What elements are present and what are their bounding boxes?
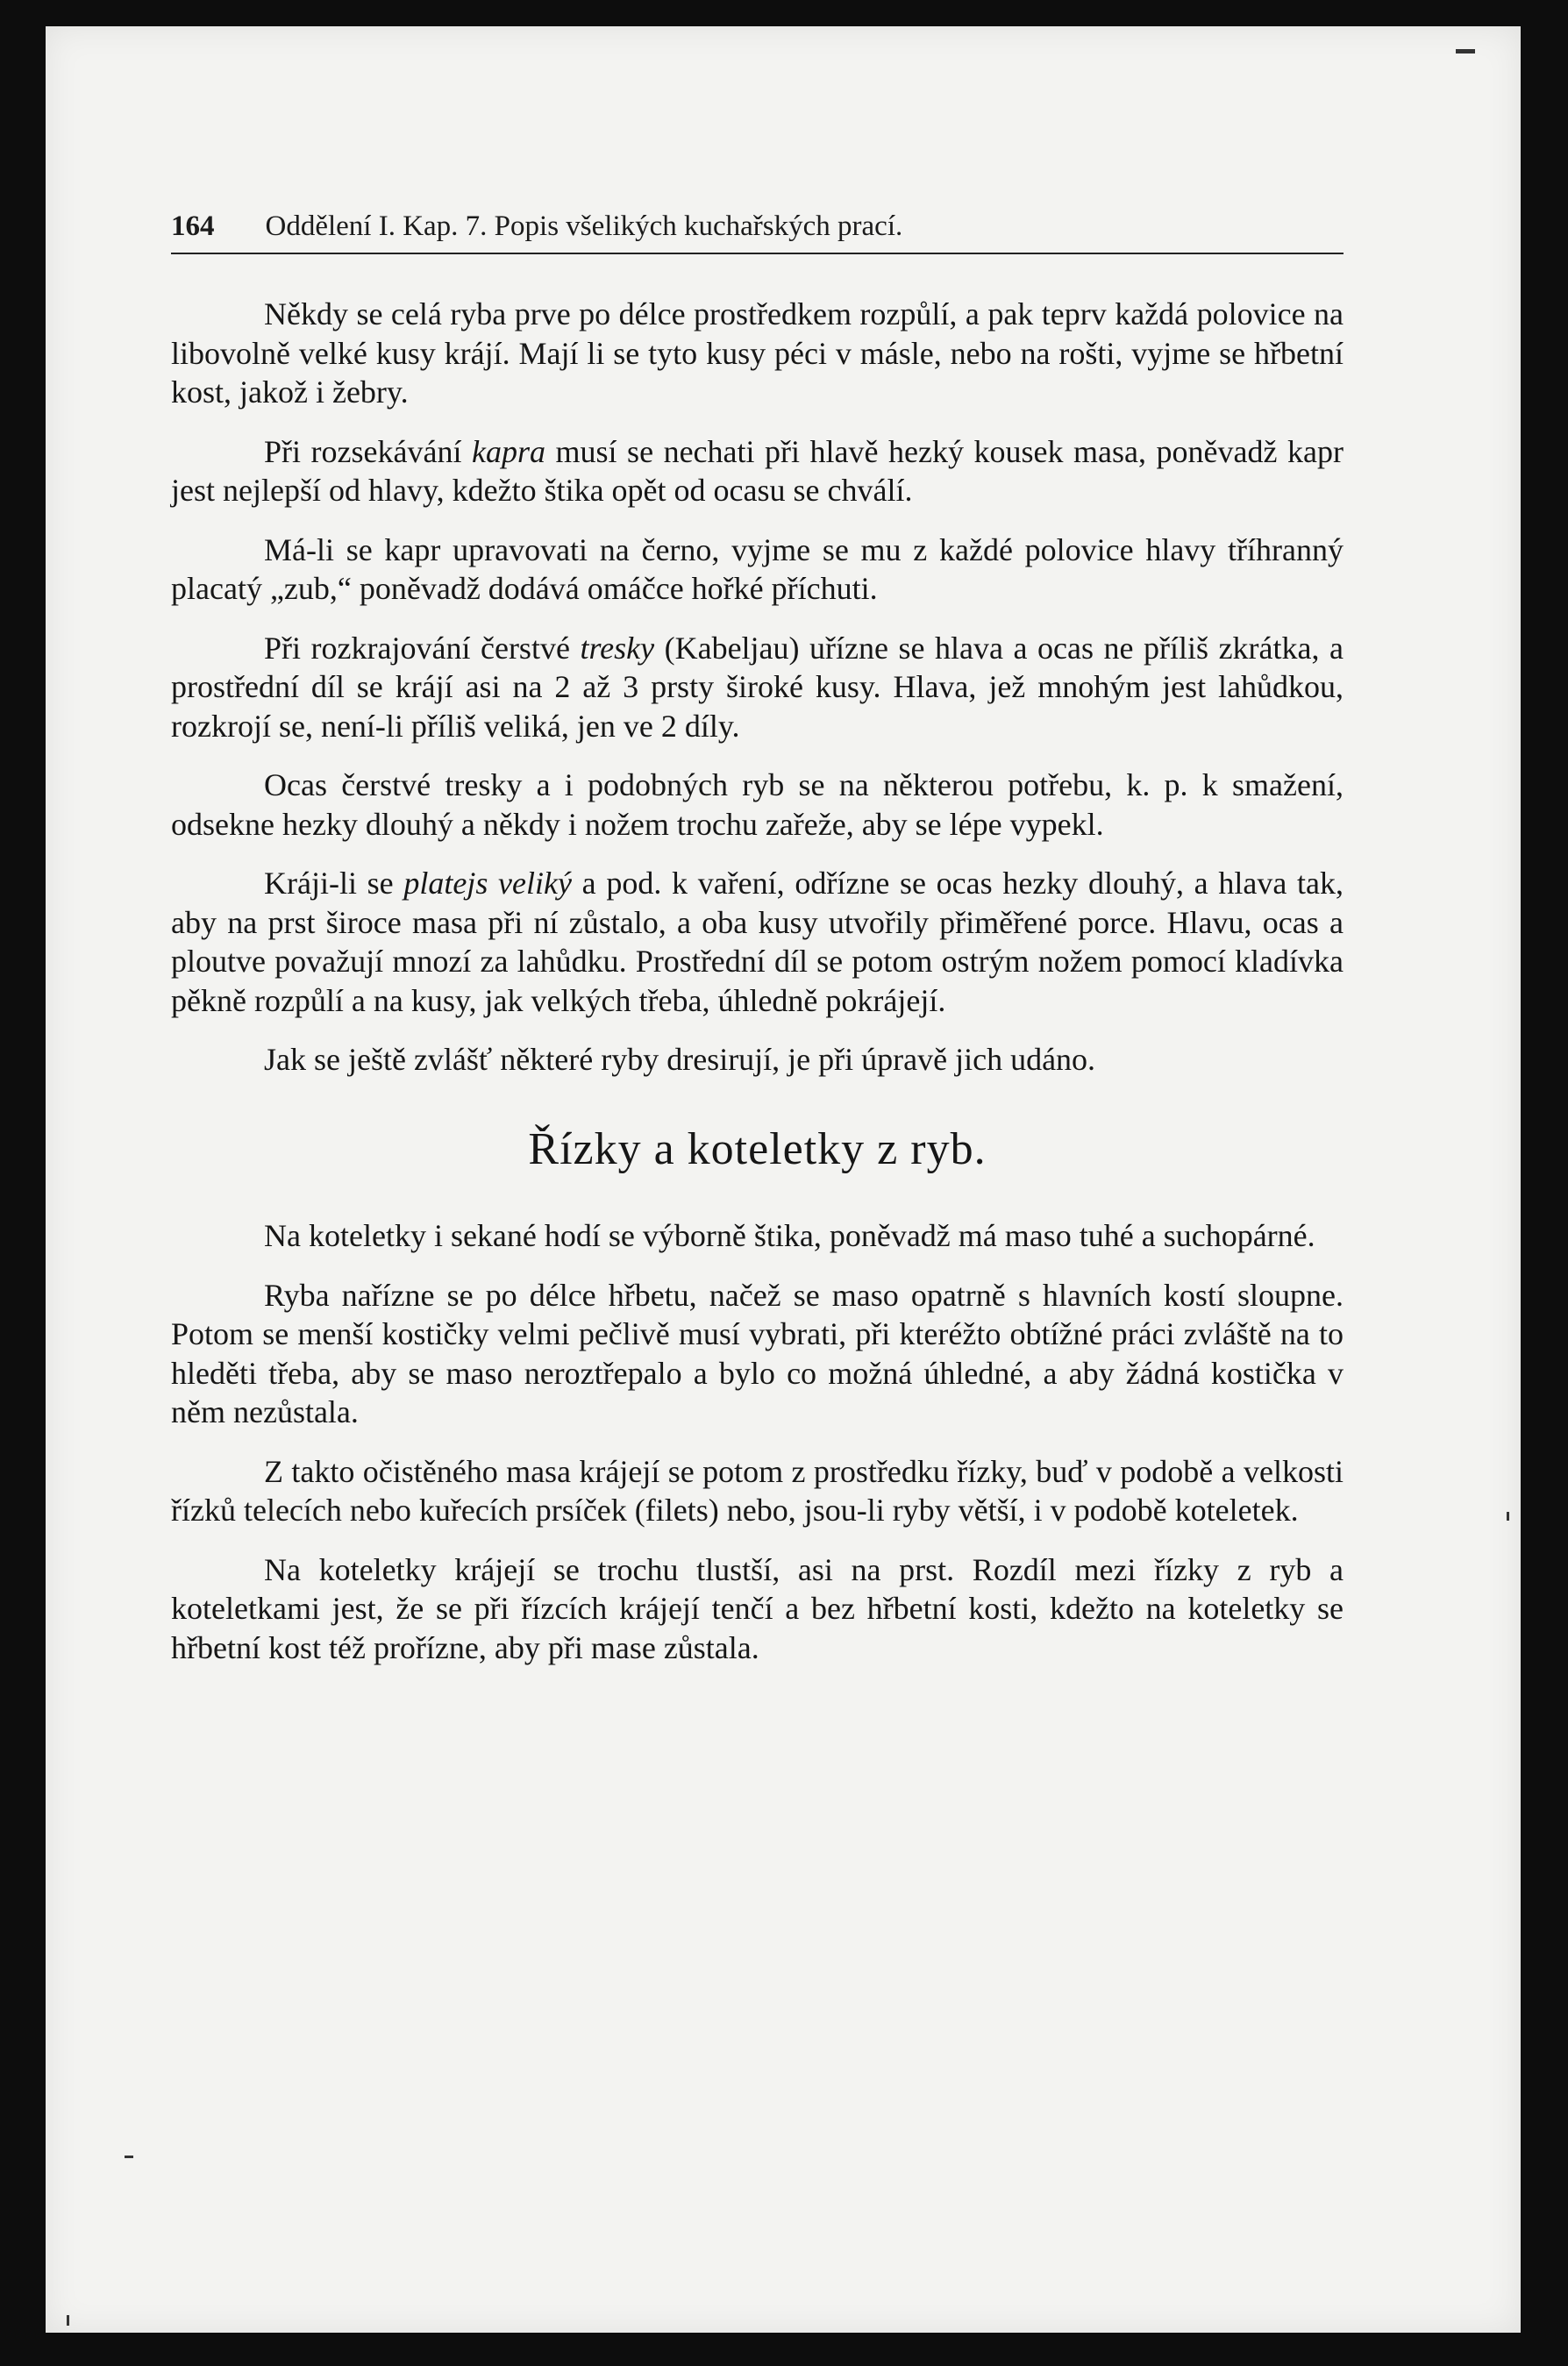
paragraph-6: Kráji-li se platejs veliký a pod. k vaření, odřízne se ocas hezky dlouhý, a hlava tak, aby na prst široce masa při ní zůstalo, a oba kusy utvořily přiměřené porce. Hlavu, ocas a ploutve považují mnozí za lahůdku. Prostřední díl se potom ostrým nožem pomocí kladívka pěkně rozpůlí a na kusy, jak velkých třeba, úhledně pokrájejí. — [171, 866, 1343, 1018]
paragraph-3: Má-li se kapr upravovati na černo, vyjme se mu z každé polovice hlavy tříhranný placatý „zub,“ poněvadž dodává omáčce hořké příchuti. — [171, 531, 1343, 606]
scan-speck — [125, 2156, 133, 2158]
paragraph-1: Někdy se celá ryba prve po délce prostředkem rozpůlí, a pak teprv každá polovice na libovolně velké kusy krájí. Mají li se tyto kusy péci v másle, nebo na rošti, vyjme se hřbetní kost, jakož i žebry. — [171, 296, 1343, 410]
paragraph-10: Z takto očistěného masa krájejí se potom z prostředku řízky, buď v podobě a velkosti řízků telecích nebo kuřecích prsíček (filets) nebo, jsou-li ryby větší, i v podobě koteletek. — [171, 1453, 1343, 1528]
running-title: Oddělení I. Kap. 7. Popis všelikých kuchařských prací. — [265, 210, 903, 242]
paragraph-8: Na koteletky i sekané hodí se výborně štika, poněvadž má maso tuhé a suchopárné. — [264, 1218, 1315, 1253]
scan-speck — [67, 2315, 69, 2326]
paragraph-5: Ocas čerstvé tresky a i podobných ryb se na některou potřebu, k. p. k smažení, odsekne hezky dlouhý a někdy i nožem trochu zařeže, aby se lépe vypekl. — [171, 767, 1343, 842]
page-number: 164 — [171, 210, 215, 242]
paragraph-7: Jak se ještě zvlášť některé ryby dresirují, je při úpravě jich udáno. — [264, 1042, 1096, 1077]
paragraph-9: Ryba nařízne se po délce hřbetu, načež se maso opatrně s hlavních kostí sloupne. Potom se menší kostičky velmi pečlivě musí vybrati, při kteréžto obtížné práci zvláště na to hleděti třeba, aby se maso neroztřepalo a bylo co možná úhledné, a aby žádná kostička v něm nezůstala. — [171, 1277, 1343, 1429]
body-text — [171, 295, 1343, 1687]
running-header — [171, 210, 1343, 254]
paragraph-11: Na koteletky krájejí se trochu tlustší, asi na prst. Rozdíl mezi řízky z ryb a koteletkami jest, že se při řízcích krájejí tenčí a bez hřbetní kosti, kdežto na koteletky se hřbetní kost též prořízne, aby při mase zůstala. — [171, 1551, 1343, 1665]
scan-speck — [1507, 1512, 1509, 1521]
emphasis-kapra: kapra — [471, 433, 545, 469]
section-title: Řízky a koteletky z ryb. — [528, 1123, 987, 1174]
paragraph-4: Při rozkrajování čerstvé tresky (Kabeljau) uřízne se hlava a ocas ne příliš zkrátka, a prostřední díl se krájí asi na 2 až 3 prsty široké kusy. Hlava, jež mnohým jest lahůdkou, rozkrojí se, není-li příliš veliká, jen ve 2 díly. — [171, 630, 1343, 744]
emphasis-platejs: platejs veliký — [403, 866, 572, 901]
emphasis-tresky: tresky — [580, 630, 655, 666]
paragraph-2: Při rozsekávání kapra musí se nechati při hlavě hezký kousek masa, poněvadž kapr jest nejlepší od hlavy, kdežto štika opět od ocasu se chválí. — [171, 433, 1343, 508]
scan-speck — [1456, 49, 1475, 53]
